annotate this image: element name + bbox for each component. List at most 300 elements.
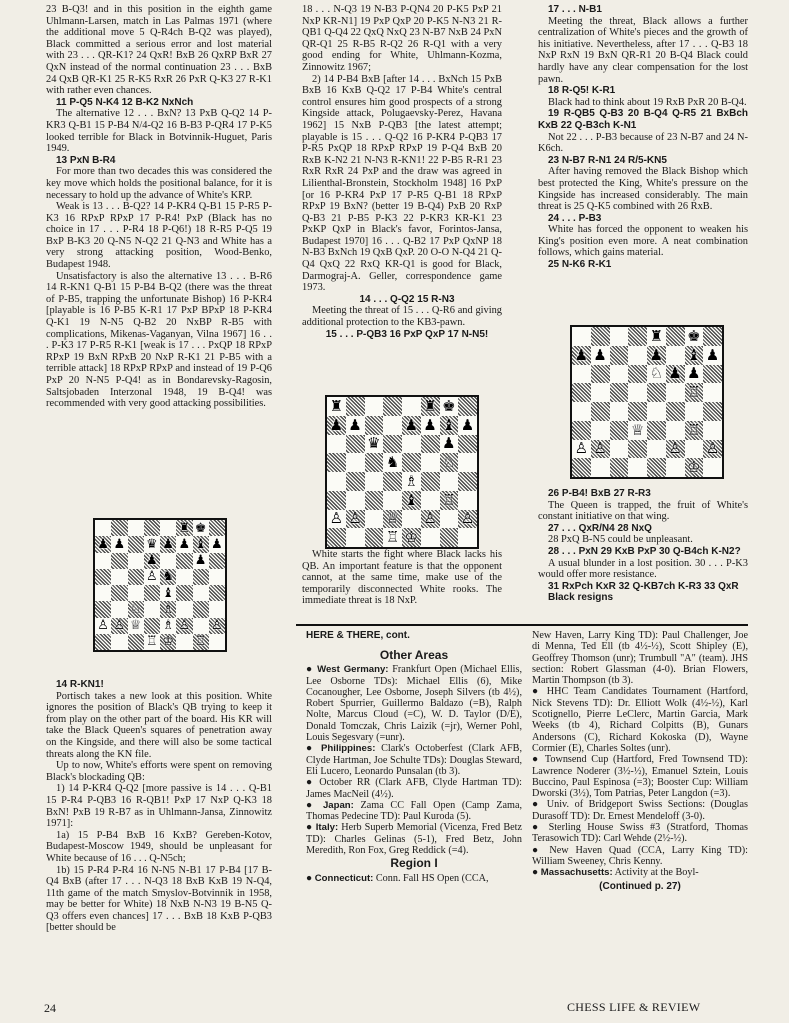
chess-piece-icon: ♚	[194, 520, 207, 536]
chess-diagram-3	[570, 325, 724, 479]
chess-piece-icon: ♗	[162, 601, 174, 617]
board-square	[111, 618, 127, 634]
chess-diagram-1	[93, 518, 227, 652]
board-square	[685, 440, 704, 459]
chess-piece-icon: ♚	[687, 326, 701, 345]
board-square	[383, 453, 402, 472]
board-square	[440, 435, 459, 454]
chess-piece-icon: ♙	[668, 439, 682, 458]
chess-piece-icon: ♙	[97, 618, 109, 634]
chess-piece-icon: ♚	[442, 396, 456, 415]
board-square	[703, 421, 722, 440]
entry-philippines: ● Philippines: Clark's Octoberfest (Clark AFB, Clyde Hartman, Joe Schulte TDs): Douglas Steward, Eli Lucero, Leonardo Punsalan (tb 3).	[306, 743, 522, 777]
board-square	[95, 634, 111, 650]
board-square	[591, 365, 610, 384]
board-square	[193, 553, 209, 569]
board-square	[95, 585, 111, 601]
game-move: 23 N-B7 R-N1 24 R/5-KN5	[548, 154, 667, 166]
board-square	[346, 397, 365, 416]
subheading-region: Region I	[390, 856, 438, 871]
entry-west-germany: ● West Germany: Frankfurt Open (Michael Ellis, Lee Osborne TDs): Michael Ellis (6), Mike Cocanougher, Lee Osborne, Joseph Silvers (tb 4½), Robert Spurrier, Guillermo Baldazo (=B), Ralph Nolte, Marcus Cloud (=C), W. D. Taylor (D/E), Donald Tomczak, Chris Laizik (=jr), Werner Pohl, Louis Segesvary (=unr).	[306, 664, 523, 744]
board-square	[440, 528, 459, 547]
board-square	[685, 383, 704, 402]
board-square	[160, 601, 176, 617]
board-square	[591, 327, 610, 346]
board-square	[365, 416, 384, 435]
chess-piece-icon: ♖	[442, 490, 456, 509]
place-label: Philippines:	[321, 743, 376, 755]
entry-october-rr: ● October RR (Clark AFB, Clyde Hartman TD): James MacNeil (4½).	[306, 777, 522, 800]
board-square	[144, 634, 160, 650]
chess-piece-icon: ♘	[129, 601, 142, 617]
board-square	[685, 421, 704, 440]
board-square	[144, 618, 160, 634]
chess-piece-icon: ♟	[574, 345, 589, 364]
board-square	[666, 346, 685, 365]
game-move: 24 . . . P-B3	[548, 212, 602, 224]
board-square	[327, 528, 346, 547]
chess-piece-icon: ♟	[442, 434, 456, 453]
board-square	[610, 346, 629, 365]
board-square	[327, 491, 346, 510]
entry-new-haven-quad: ● New Haven Quad (CCA, Larry King TD): William Sweeney, Chris Kenny.	[532, 844, 748, 867]
board-square	[128, 520, 144, 536]
board-square	[160, 569, 176, 585]
here-there-column-left	[306, 648, 522, 884]
board-square	[421, 416, 440, 435]
board-square	[111, 569, 127, 585]
chess-piece-icon: ♔	[162, 634, 174, 650]
board-square	[685, 402, 704, 421]
chess-piece-icon: ♘	[649, 364, 664, 383]
board-square	[703, 383, 722, 402]
column-3	[538, 4, 748, 271]
chess-piece-icon: ♟	[593, 345, 607, 364]
board-square	[176, 553, 192, 569]
chess-piece-icon: ♟	[404, 415, 419, 434]
board-square	[346, 416, 365, 435]
entry-text: Herb Superb Memorial (Vicenza, Fred Betz TD): Charles Gelinas (5-1), Fred Betz, John Meredith, Ron Fox, Greg Reddick (=4).	[306, 822, 523, 857]
paragraph: 18 . . . N-Q3 19 N-B3 P-QN4 20 P-K5 PxP 21 NxP KR-N1] 19 PxP QxP 20 P-K5 N-N3 21 R-QB1 Q-Q4 22 QxQ NxQ 23 N-B7 NxB 24 PxN QR-Q1 25 R-B5 R-Q2 26 R-Q1 with a very good ending for White, Uhlmann-Kozma, Zinnowitz 1967;	[302, 4, 502, 73]
chess-piece-icon: ♜	[649, 326, 664, 345]
board-square	[176, 634, 192, 650]
board-square	[440, 453, 459, 472]
paragraph: 23 B-Q3! and in this position in the eighth game Uhlmann-Larsen, match in Las Palmas 1971 (where the additional move 5 Q-R4ch B-Q2 was played), Black committed a serious error and lost material with 23 . . . QR-K1? 24 QxR! BxB 26 QxRP BxR 27 QxN instead of the normal continuation 23 . . . BxB 24 QxB QR-K1 25 R-K5 RxR 26 PxR Q-K3 27 R-K1 with rather even chances.	[46, 4, 272, 97]
place-label: West Germany:	[317, 664, 389, 676]
chess-piece-icon: ♟	[194, 553, 207, 569]
chess-diagram-2	[325, 395, 479, 549]
board-square	[610, 327, 629, 346]
board-square	[111, 553, 127, 569]
section-heading: HERE & THERE, cont.	[306, 630, 410, 641]
chess-piece-icon: ♟	[113, 536, 126, 552]
board-square	[209, 536, 225, 552]
board-square	[365, 510, 384, 529]
board-square	[440, 397, 459, 416]
result: Black resigns	[548, 592, 614, 604]
column-2	[302, 4, 502, 340]
board-square	[402, 397, 421, 416]
board-square	[144, 520, 160, 536]
chess-piece-icon: ♙	[113, 618, 126, 634]
board-square	[402, 453, 421, 472]
board-square	[346, 472, 365, 491]
entry-text: Clark's Octoberfest (Clark AFB, Clyde Hartman, Joe Schulte TDs): Douglas Steward, Eli Lucero, Leonardo Punsalan (tb 3).	[306, 743, 522, 777]
chess-piece-icon: ♜	[178, 520, 191, 536]
board-square	[402, 491, 421, 510]
paragraph: White has forced the opponent to weaken his King's position even more. A neat combination follows, which gains material.	[538, 224, 748, 259]
board-square	[572, 421, 591, 440]
board-square	[572, 346, 591, 365]
paragraph: For more than two decades this was considered the key move which holds the positional balance, for it is necessary to hold up the advance of White's KRP.	[46, 166, 272, 201]
board-square	[193, 520, 209, 536]
board-square	[685, 346, 704, 365]
board-square	[610, 458, 629, 477]
board-square	[365, 435, 384, 454]
entry-text: October RR (Clark AFB, Clyde Hartman TD): James MacNeil (4½).	[306, 777, 522, 800]
paragraph: After having removed the Black Bishop which best protected the King, White's pressure on the Kingside has increased considerably. The main threat is 25 Q-K5 combined with 26 RxB.	[538, 166, 748, 213]
board-square	[628, 440, 647, 459]
board-square	[421, 528, 440, 547]
chess-piece-icon: ♙	[178, 618, 191, 634]
column-2-lower	[302, 549, 502, 607]
board-square	[666, 458, 685, 477]
board-square	[458, 528, 477, 547]
chess-piece-icon: ♞	[162, 569, 174, 585]
board-square	[647, 402, 666, 421]
chess-piece-icon: ♕	[385, 509, 400, 528]
board-square	[346, 510, 365, 529]
chess-piece-icon: ♛	[146, 536, 158, 552]
chess-piece-icon: ♖	[385, 528, 400, 547]
chess-piece-icon: ♗	[162, 618, 174, 634]
chess-piece-icon: ♔	[687, 458, 701, 477]
chess-piece-icon: ♞	[385, 453, 400, 472]
place-label: Japan:	[322, 799, 354, 811]
board-square	[591, 346, 610, 365]
board-square	[365, 397, 384, 416]
board-square	[176, 520, 192, 536]
chess-piece-icon: ♝	[442, 415, 456, 434]
board-square	[703, 346, 722, 365]
game-move: 17 . . . N-B1	[548, 4, 602, 15]
chess-piece-icon: ♕	[630, 420, 645, 439]
board-square	[111, 520, 127, 536]
board-square	[128, 601, 144, 617]
board-square	[591, 402, 610, 421]
board-square	[628, 327, 647, 346]
board-square	[209, 520, 225, 536]
entry-text: Townsend Cup (Hartford, Fred Townsend TD): Lawrence Noderer (3½-½), Emanuel Sztein, Louis Buccino, Paul Espinosa (=3); Booster Cup: William Dworski (3½), Tom Patrias, Peter Langdon (=3).	[532, 754, 748, 800]
board-square	[628, 402, 647, 421]
chess-piece-icon: ♙	[460, 509, 475, 528]
board-square	[572, 383, 591, 402]
board-square	[666, 383, 685, 402]
board-square	[128, 618, 144, 634]
board-square	[402, 510, 421, 529]
chess-piece-icon: ♖	[194, 634, 207, 650]
board-square	[628, 458, 647, 477]
board-square	[346, 453, 365, 472]
board-square	[144, 601, 160, 617]
board-square	[402, 472, 421, 491]
entry-massachusetts: ● Massachusetts: Activity at the Boyl-	[532, 867, 699, 879]
board-square	[176, 601, 192, 617]
chess-piece-icon: ♟	[211, 536, 223, 552]
board-square	[160, 634, 176, 650]
board-square	[144, 536, 160, 552]
board-square	[458, 491, 477, 510]
board-square	[440, 416, 459, 435]
board-square	[111, 585, 127, 601]
chess-piece-icon: ♟	[460, 415, 475, 434]
board-square	[365, 472, 384, 491]
board-square	[327, 510, 346, 529]
board-square	[685, 365, 704, 384]
board-square	[440, 491, 459, 510]
board-square	[193, 569, 209, 585]
paragraph: Meeting the threat of 15 . . . Q-R6 and giving additional protection to the KB3-pawn.	[302, 305, 502, 329]
chess-piece-icon: ♟	[162, 536, 174, 552]
game-move: 27 . . . QxR/N4 28 NxQ	[548, 522, 652, 534]
board-square	[666, 365, 685, 384]
board-square	[628, 383, 647, 402]
board-square	[666, 440, 685, 459]
board-square	[160, 553, 176, 569]
board-square	[128, 553, 144, 569]
board-square	[209, 569, 225, 585]
board-square	[128, 634, 144, 650]
continued-note: (Continued p. 27)	[599, 880, 681, 892]
board-square	[209, 601, 225, 617]
entry-hhc: ● HHC Team Candidates Tournament (Hartford, Nick Stevens TD): Dr. Elliott Wolk (4½-½), Karl Scotignello, Pierre LeClerc, Martin Garcia, Mark Weeks (tb 4), Richard Colpitts (B), Gunars Andersons (C), Richard Kokoska (D), Wayne Cormier (E), Charles Soltes (unr).	[532, 686, 748, 754]
place-label: Italy:	[315, 822, 339, 834]
entry-text: Sterling House Swiss #3 (Stratford, Thomas Terasowich TD): Carl Wehde (2½-½).	[532, 822, 748, 845]
board-square	[703, 365, 722, 384]
board-square	[572, 365, 591, 384]
board-square	[421, 435, 440, 454]
board-square	[209, 585, 225, 601]
entry-text: New Haven Quad (CCA, Larry King TD): William Sweeney, Chris Kenny.	[532, 844, 748, 867]
board-square	[666, 402, 685, 421]
entry-connecticut: ● Connecticut: Conn. Fall HS Open (CCA,	[306, 872, 489, 884]
board-square	[647, 327, 666, 346]
board-square	[346, 491, 365, 510]
chess-piece-icon: ♖	[687, 383, 701, 402]
game-move: 13 PxN B-R4	[56, 154, 116, 166]
entry-new-haven: New Haven, Larry King TD): Paul Challenger, Joe di Menna, Ted Ell (tb 4½-½), Scott Shipley (E), Geoffrey Thomson (unr); Trumbull "A" (team). JHS section: Robert Glassman (4-0). Brian Flowers, Martin Thompson (tb 3).	[532, 630, 748, 687]
entry-text: Frankfurt Open (Michael Ellis, Lee Osborne TDs): Michael Ellis (6), Mike Cocanougher, Lee Osborne, Joseph Silvers (tb 4½), Robert Spurrier, Guillermo Baldazo (=B), Ralph Nolte, Marcus Cloud (=C), W. D. Taylor (D/E), Donald Tomczak, Chris Laizik (=jr), Werner Pohl, Louis Segesvary (=unr).	[306, 664, 523, 744]
paragraph: 1a) 15 P-B4 BxB 16 KxB? Gereben-Kotov, Budapest-Moscow 1949, should be unpleasant for White because of 16 . . . Q-N5ch;	[46, 829, 272, 864]
chess-piece-icon: ♝	[404, 490, 419, 509]
board-square	[95, 520, 111, 536]
chess-piece-icon: ♟	[423, 415, 437, 434]
board-square	[176, 536, 192, 552]
board-square	[458, 397, 477, 416]
board-square	[628, 346, 647, 365]
board-square	[346, 528, 365, 547]
board-square	[193, 618, 209, 634]
board-square	[610, 402, 629, 421]
column-3-lower	[538, 488, 748, 604]
entry-text: Activity at the Boyl-	[614, 867, 699, 879]
paragraph: White starts the fight where Black lacks his QB. An important feature is that the opponent cannot, at the same time, make use of the temporarily disconnected White rooks. The immediate threat is 18 NxP.	[302, 549, 502, 607]
paragraph: Black had to think about 19 RxB PxR 20 B-Q4.	[548, 96, 747, 108]
board-square	[111, 536, 127, 552]
board-square	[610, 440, 629, 459]
chess-piece-icon: ♙	[146, 569, 158, 585]
board-square	[421, 397, 440, 416]
chess-piece-icon: ♟	[668, 364, 682, 383]
chess-piece-icon: ♟	[348, 415, 362, 434]
paragraph: A usual blunder in a lost position. 30 . . . P-K3 would offer more resistance.	[538, 557, 748, 581]
board-square	[421, 453, 440, 472]
paragraph: Meeting the threat, Black allows a further centralization of White's pieces and the growth of his initiative. Nevertheless, after 17 . . . Q-B3 18 NxP RxN 19 BxN QR-R1 20 B-Q4 Black could hardly have any clear compensation for the lost pawn.	[538, 15, 748, 85]
board-square	[365, 491, 384, 510]
board-square	[193, 536, 209, 552]
entry-sterling: ● Sterling House Swiss #3 (Stratford, Thomas Terasowich TD): Carl Wehde (2½-½).	[532, 822, 748, 845]
board-square	[383, 510, 402, 529]
board-square	[327, 472, 346, 491]
paragraph: 1b) 15 P-R4 P-R4 16 N-N5 N-B1 17 P-B4 [17 B-Q4 BxB (after 17 . . . N-Q3 18 BxB KxB 19 N-Q4, 11th game of the match Smyslov-Botvinnik in 1958, may be better for White) 18 NxB N-N3 19 B-N5 Q-Q3 offers even chances] 17 . . . BxB 18 KxB P-QB3 [better should be	[46, 864, 272, 934]
board-square	[647, 440, 666, 459]
board-square	[458, 416, 477, 435]
board-square	[591, 421, 610, 440]
game-move: 15 . . . P-QB3 16 PxP QxP 17 N-N5!	[325, 328, 489, 340]
board-square	[703, 402, 722, 421]
game-move: 11 P-Q5 N-K4 12 B-K2 NxNch	[56, 96, 194, 108]
board-square	[703, 440, 722, 459]
board-square	[383, 397, 402, 416]
board-square	[383, 472, 402, 491]
board-square	[402, 416, 421, 435]
entry-japan: ● Japan: Zama CC Fall Open (Camp Zama, Thomas Pedecine TD): Paul Kuroda (5).	[306, 799, 523, 823]
chess-piece-icon: ♙	[329, 509, 344, 528]
board-square	[458, 472, 477, 491]
entry-italy: ● Italy: Herb Superb Memorial (Vicenza, Fred Betz TD): Charles Gelinas (5-1), Fred Betz, John Meredith, Ron Fox, Greg Reddick (=4).	[306, 822, 523, 857]
chess-piece-icon: ♟	[97, 536, 109, 552]
board-square	[647, 458, 666, 477]
board-square	[128, 569, 144, 585]
board-square	[628, 365, 647, 384]
board-square	[160, 618, 176, 634]
board-square	[703, 458, 722, 477]
chess-piece-icon: ♟	[146, 553, 158, 569]
board-square	[193, 601, 209, 617]
board-square	[176, 585, 192, 601]
game-move: 28 . . . PxN 29 KxB PxP 30 Q-B4ch K-N2?	[548, 545, 741, 557]
paragraph: The alternative 12 . . . BxN? 13 PxB Q-Q2 14 P-KR3 Q-B1 15 P-B4 N/4-Q2 16 B-B3 P-QR4 17 P-K5 looked terrible for Black in Botvinnik-Huguet, Paris 1949.	[46, 108, 272, 155]
board-square	[647, 383, 666, 402]
board-square	[193, 634, 209, 650]
board-square	[402, 528, 421, 547]
board-square	[610, 365, 629, 384]
board-square	[610, 383, 629, 402]
board-square	[610, 421, 629, 440]
board-square	[440, 472, 459, 491]
board-square	[572, 327, 591, 346]
board-square	[327, 435, 346, 454]
board-square	[402, 435, 421, 454]
board-square	[144, 585, 160, 601]
board-square	[421, 510, 440, 529]
board-square	[572, 402, 591, 421]
board-square	[95, 536, 111, 552]
game-move: 26 P-B4! BxB 27 R-R3	[548, 488, 651, 499]
board-square	[458, 453, 477, 472]
board-square	[383, 416, 402, 435]
game-move: 31 RxPch KxR 32 Q-KB7ch K-R3 33 QxR	[548, 580, 739, 592]
board-square	[327, 397, 346, 416]
game-move: 14 . . . Q-Q2 15 R-N3	[359, 293, 455, 305]
board-square	[383, 435, 402, 454]
chess-piece-icon: ♟	[705, 345, 720, 364]
chess-piece-icon: ♜	[423, 396, 437, 415]
board-square	[647, 365, 666, 384]
chess-piece-icon: ♟	[178, 536, 191, 552]
board-square	[421, 491, 440, 510]
paragraph: Up to now, White's efforts were spent on removing Black's blockading QB:	[46, 760, 272, 783]
board-square	[160, 536, 176, 552]
paragraph: 28 PxQ B-N5 could be unpleasant.	[548, 534, 693, 546]
board-square	[685, 458, 704, 477]
place-label: Massachusetts:	[540, 867, 613, 879]
entry-text: HHC Team Candidates Tournament (Hartford, Nick Stevens TD): Dr. Elliott Wolk (4½-½), Karl Scotignello, Pierre LeClerc, Martin Garcia, Mark Weeks (tb 4), Richard Colpitts (B), Gunars Andersons (C), Richard Kokoska (D), Wayne Cormier (E), Charles Soltes (unr).	[532, 686, 748, 754]
paragraph: Portisch takes a new look at this position. White ignores the position of Black's QB trying to keep it from play on the other part of the board. His KR will take the Black Queen's squares of penetration away on the Kingside, and there will also be some tactical threats along the KN file.	[46, 690, 272, 760]
board-square	[160, 585, 176, 601]
board-square	[440, 510, 459, 529]
board-square	[365, 453, 384, 472]
board-square	[176, 569, 192, 585]
chess-piece-icon: ♗	[404, 471, 419, 490]
paragraph: 1) 14 P-KR4 Q-Q2 [more passive is 14 . . . Q-B1 15 P-R4 P-QB3 16 R-QB1! PxP 17 NxP Q-K3 18 BxN! PxB 19 R-B7 as in Uhlmann-Jansa, Zinnowitz 1971]:	[46, 783, 272, 830]
paragraph: Weak is 13 . . . B-Q2? 14 P-KR4 Q-B1 15 P-R5 P-K3 16 RPxP RPxP 17 P-R4! PxP (Black has no choice in 17 . . . P-R4 18 P-Q6!) 18 R-R5 P-Q5 19 BxP B-K3 20 Q-N5 N-Q2 21 Q-N3 and White has a very strong attacking position, Wood-Benko, Budapest 1948.	[46, 201, 272, 271]
chess-piece-icon: ♝	[194, 536, 207, 552]
chess-piece-icon: ♕	[129, 618, 142, 634]
board-square	[144, 553, 160, 569]
board-square	[628, 421, 647, 440]
game-move: 25 N-K6 R-K1	[548, 259, 612, 271]
entry-townsend: ● Townsend Cup (Hartford, Fred Townsend TD): Lawrence Noderer (3½-½), Emanuel Sztein, Louis Buccino, Paul Espinosa (=3); Booster Cup: William Dworski (3½), Tom Patrias, Peter Langdon (=3).	[532, 754, 748, 800]
chess-piece-icon: ♛	[367, 434, 381, 453]
column-1	[46, 4, 272, 410]
column-1-lower	[46, 679, 272, 934]
entry-text: Zama CC Fall Open (Camp Zama, Thomas Pedecine TD): Paul Kuroda (5).	[306, 799, 523, 823]
paragraph: 2) 14 P-B4 BxB [after 14 . . . BxNch 15 PxB BxB 16 KxB Q-Q2 17 P-B4 White's central control ensures him good prospects of a strong Kingside attack, Polugaevsky-Perez, Havana 1962] 15 NxB P-QB3 [the latest attempt; playable is 15 . . . Q-Q2 16 P-KR4 P-QB3 17 P-R5 PxQP 18 RPxP RPxP 19 P-Q4 BxB 20 RxB K-N2 21 N-N3 R-KN1! 22 P-B5 R-R1 23 RxR RxR 24 PxP and the draw was agreed in Lilienthal-Bronstein, Stockholm 1948] 16 PxP [or 16 P-KR4 PxP 17 P-R5 Q-B1 18 RPxP RPxP 19 BxN? (better 19 B-Q4) PxB 20 RxP Q-B3 21 P-B5 P-K3 22 P-KR3 KR-K1 23 PxKP QxP in Black's favor, Forintos-Jansa, Budapest 1970] 16 . . . Q-B2 17 PxP QxNP 18 N-B3 BxNch 19 QxB QxP. 20 O-O N-Q4 21 Q-Q4 QxQ 22 RxQ KR-Q1 is good for Black, Darmograj-A. Geller, correspondence game 1973.	[302, 73, 502, 294]
paragraph: Unsatisfactory is also the alternative 13 . . . B-R6 14 R-KN1 Q-B1 15 P-B4 B-Q2 (there was the threat of P-B5, trapping the unfortunate Bishop) 16 P-KR4 [playable is 16 P-B5 K-R1 17 PxP BPxP 18 P-KR4 Q-K1 19 N-N5 Q-B2 20 NxBP R-B5 with complications, Mikenas-Vaganyan, Vilna 1967] 16 . . . P-K3 17 P-R5 R-K1 [weak is 17 . . . PxQP 18 RPxP RPxP 19 BxN RPxB 20 NxP R-K1 21 P-B5 with a terrible attack] 18 RPxP RPxP and instead of 19 P-Q6 PxP 20 N-N5 P-Q4! as in Bondarevsky-Ragosin, Saltsjobaden Interzonal 1948, 19 B-Q4! was recommended with very good attacking possibilities.	[46, 270, 272, 410]
board-square	[383, 528, 402, 547]
board-square	[591, 458, 610, 477]
entry-text: Univ. of Bridgeport Swiss Sections: (Douglas Durasoff TD): Dr. Ernest Mendeloff (3-0).	[532, 799, 748, 822]
place-label: Connecticut:	[314, 872, 374, 884]
board-square	[95, 569, 111, 585]
board-square	[193, 585, 209, 601]
board-square	[144, 569, 160, 585]
board-square	[95, 553, 111, 569]
board-square	[128, 585, 144, 601]
chess-piece-icon: ♖	[687, 420, 701, 439]
board-square	[209, 553, 225, 569]
board-square	[383, 491, 402, 510]
board-square	[572, 458, 591, 477]
board-square	[666, 327, 685, 346]
paragraph: Not 22 . . . P-B3 because of 23 N-B7 and 24 N-K6ch.	[538, 131, 748, 155]
board-square	[346, 435, 365, 454]
chess-piece-icon: ♜	[329, 396, 344, 415]
board-square	[666, 421, 685, 440]
paragraph: The Queen is trapped, the fruit of White's constant initiative on that wing.	[538, 499, 748, 523]
chess-piece-icon: ♙	[574, 439, 589, 458]
